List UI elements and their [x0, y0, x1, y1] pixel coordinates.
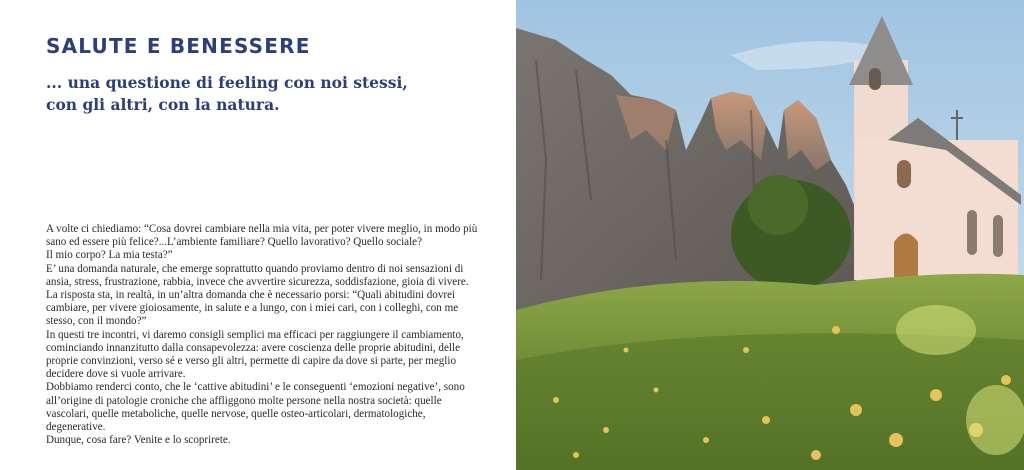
- page-title: SALUTE E BENESSERE: [46, 34, 311, 58]
- church-window: [993, 215, 1003, 257]
- bell-tower-window: [869, 68, 881, 90]
- church-window: [897, 160, 911, 188]
- body-paragraph: E’ una domanda naturale, che emerge soprattutto quando proviamo dentro di noi sensazioni di ansia, stress, frustrazione, rabbia, invece che avvertire sicurezza, soddisfazione, gioia di vivere.: [46, 262, 469, 288]
- church-door: [894, 234, 918, 281]
- page-subtitle: [46, 72, 408, 116]
- body-paragraph: Dobbiamo renderci conto, che le ‘cattive abitudini’ e le conseguenti ‘emozioni negative’, sono all’origine di patologie croniche che affliggono molte persone nella nostra società: quelle vascolari, quelle metaboliche, quelle nervose, quelle osteo-articolari, dermatologiche, degenerative.: [46, 381, 465, 434]
- landscape-photo: [516, 0, 1024, 470]
- body-paragraph: Il mio corpo? La mia testa?”: [46, 249, 173, 262]
- church-window: [967, 210, 977, 255]
- body-text: [46, 223, 478, 447]
- subtitle-line: con gli altri, con la natura.: [46, 95, 280, 114]
- body-paragraph: In questi tre incontri, vi daremo consigli semplici ma efficaci per raggiungere il cambiamento, cominciando innanzitutto dalla consapevolezza: avere coscienza delle proprie abitudini, delle proprie convinzioni, verso sé e verso gli altri, permette di capire da dove si parte, per meglio decidere dove si vuole arrivare.: [46, 328, 464, 381]
- body-paragraph: Dunque, cosa fare? Venite e lo scoprirete.: [46, 434, 231, 447]
- church-nave: [856, 140, 1018, 280]
- body-paragraph: La risposta sta, in realtà, in un’altra domanda che è necessario porsi: “Quali abitudini dovrei cambiare, per vivere gioiosamente, in salute e a lungo, con i miei cari, con i colleghi, con me stesso, con il mondo?”: [46, 289, 459, 328]
- subtitle-line: ... una questione di feeling con noi stessi,: [46, 73, 408, 92]
- body-paragraph: A volte ci chiediamo: “Cosa dovrei cambiare nella mia vita, per poter vivere meglio, in modo più sano ed essere più felice?...L’ambiente familiare? Quello lavorativo? Quello sociale?: [46, 223, 478, 249]
- pine-tree: [748, 175, 808, 235]
